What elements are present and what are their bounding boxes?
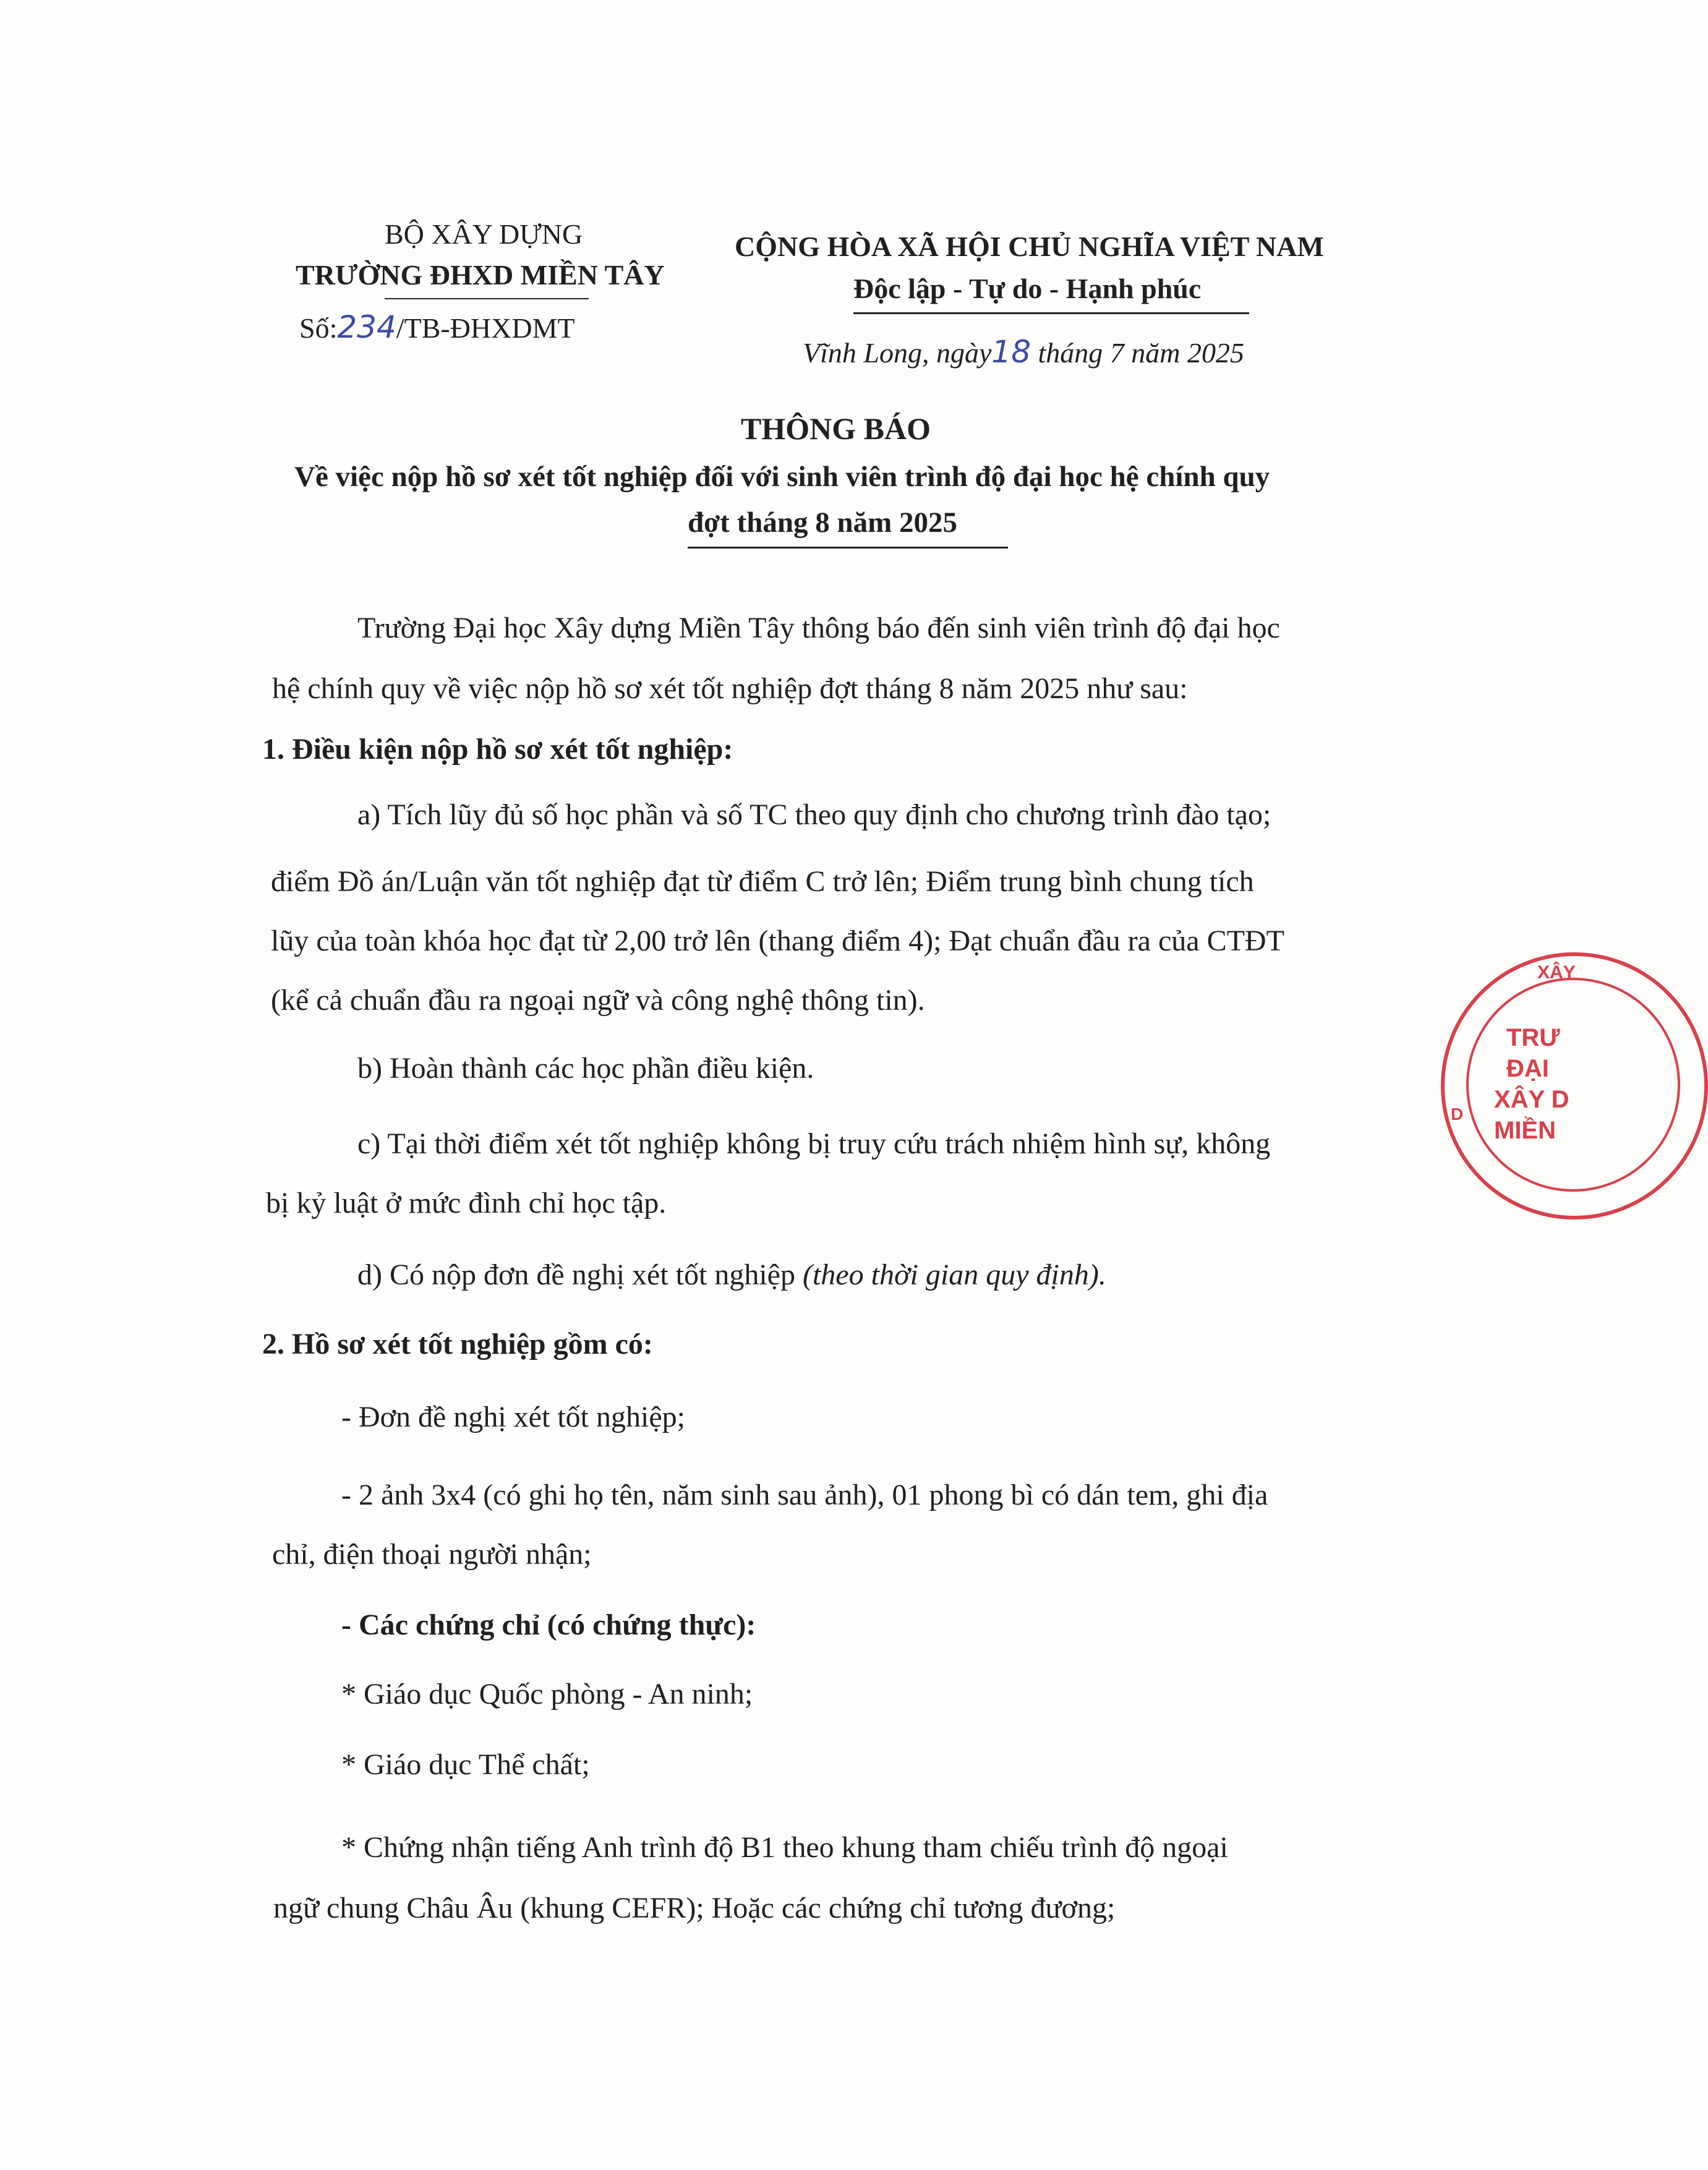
date-day: 18 (991, 334, 1031, 370)
certificate-english-line-2: ngữ chung Châu Âu (khung CEFR); Hoặc các chứng chỉ tương đương; (273, 1892, 1116, 1924)
section-1-heading: 1. Điều kiện nộp hồ sơ xét tốt nghiệp: (262, 733, 733, 766)
seal-text-4: XÂY D (1494, 1086, 1569, 1113)
seal-text-side: D (1451, 1104, 1464, 1124)
certificate-english-line-1: * Chứng nhận tiếng Anh trình độ B1 theo khung tham chiếu trình độ ngoại (341, 1831, 1228, 1864)
nation-title: CỘNG HÒA XÃ HỘI CHỦ NGHĨA VIỆT NAM (735, 231, 1324, 262)
seal-text-top: XÂY (1537, 962, 1576, 983)
number-handwritten: 234 (337, 309, 396, 345)
document-item-application: - Đơn đề nghị xét tốt nghiệp; (341, 1401, 685, 1433)
condition-b: b) Hoàn thành các học phần điều kiện. (357, 1052, 814, 1085)
intro-line-2: hệ chính quy về việc nộp hồ sơ xét tốt nghiệp đợt tháng 8 năm 2025 như sau: (272, 672, 1188, 705)
date-suffix: tháng 7 năm 2025 (1038, 337, 1245, 369)
school-seal (1441, 952, 1708, 1220)
condition-d-note: (theo thời gian quy định). (802, 1258, 1106, 1291)
number-suffix: /TB-ĐHXDMT (396, 312, 575, 344)
condition-c-line-1: c) Tại thời điểm xét tốt nghiệp không bị truy cứu trách nhiệm hình sự, không (357, 1127, 1271, 1160)
document-item-photos-line-2: chỉ, điện thoại người nhận; (272, 1538, 592, 1571)
condition-a-line-2: điểm Đồ án/Luận văn tốt nghiệp đạt từ điểm C trở lên; Điểm trung bình chung tích (271, 865, 1254, 898)
condition-a-line-3: lũy của toàn khóa học đạt từ 2,00 trở lên (thang điểm 4); Đạt chuẩn đầu ra của CTĐT (271, 925, 1284, 957)
certificate-physical-education: * Giáo dục Thể chất; (341, 1748, 590, 1781)
seal-inner-ring (1466, 978, 1680, 1192)
seal-text-2: TRƯ (1506, 1024, 1560, 1051)
school-underline (385, 298, 589, 299)
certificate-defense: * Giáo dục Quốc phòng - An ninh; (341, 1678, 753, 1711)
seal-text-5: MIỀN (1494, 1117, 1556, 1144)
document-number (299, 309, 575, 345)
certificates-heading: - Các chứng chỉ (có chứng thực): (341, 1608, 756, 1641)
seal-text-3: ĐẠI (1506, 1055, 1549, 1082)
document-item-photos-line-1: - 2 ảnh 3x4 (có ghi họ tên, năm sinh sau ảnh), 01 phong bì có dán tem, ghi địa (341, 1479, 1268, 1511)
condition-c-line-2: bị kỷ luật ở mức đình chỉ học tập. (266, 1187, 667, 1220)
date-prefix: Vĩnh Long, ngày (803, 337, 992, 369)
number-prefix: Số: (299, 312, 338, 344)
notice-subtitle-1: Về việc nộp hồ sơ xét tốt nghiệp đối với sinh viên trình độ đại học hệ chính quy (294, 461, 1270, 493)
ministry-name: BỘ XÂY DỰNG (385, 218, 583, 250)
condition-a-line-1: a) Tích lũy đủ số học phần và số TC theo quy định cho chương trình đào tạo; (357, 798, 1271, 831)
notice-subtitle-2: đợt tháng 8 năm 2025 (688, 506, 958, 539)
school-name: TRƯỜNG ĐHXD MIỀN TÂY (296, 259, 665, 291)
condition-a-line-4: (kể cả chuẩn đầu ra ngoại ngữ và công nghệ thông tin). (271, 984, 925, 1017)
condition-d-text: d) Có nộp đơn đề nghị xét tốt nghiệp (357, 1258, 803, 1291)
notice-title: THÔNG BÁO (741, 411, 931, 446)
section-2-heading: 2. Hồ sơ xét tốt nghiệp gồm có: (262, 1328, 653, 1361)
date-line (803, 334, 1244, 370)
subtitle-underline (688, 547, 1008, 549)
motto-underline (853, 312, 1249, 314)
intro-line-1: Trường Đại học Xây dựng Miền Tây thông báo đến sinh viên trình độ đại học (357, 612, 1280, 644)
condition-d (357, 1258, 1106, 1292)
national-motto: Độc lập - Tự do - Hạnh phúc (853, 273, 1202, 304)
